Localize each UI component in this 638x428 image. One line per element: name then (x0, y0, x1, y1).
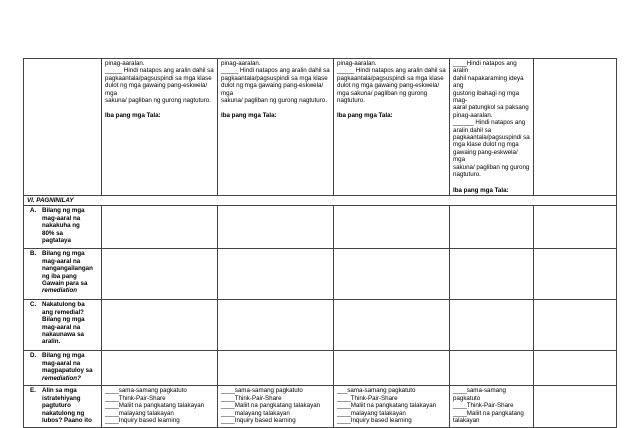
answer-cell[interactable] (534, 249, 617, 300)
item-line: nakatulong ng (42, 409, 85, 417)
answer-cell[interactable] (334, 300, 450, 351)
item-line: pagtataya (42, 236, 71, 244)
strategy-cell-day5[interactable] (534, 386, 617, 428)
strategy-option[interactable]: ____Maliit na pangkatang talakayan (105, 402, 205, 410)
cell-line: dulot ng mga gawaing pang-eskwela/ mga (221, 82, 325, 97)
notes-cell-day2 (218, 59, 334, 196)
strategy-cell-day3[interactable] (334, 386, 450, 428)
cell-line: gustong ibahagi ng mga mag- (453, 89, 521, 105)
item-line: Nakatulong ba (42, 301, 85, 309)
item-line: pagtuturo (42, 402, 71, 410)
item-line: Bilang ng mga (42, 352, 85, 360)
item-label-b (24, 249, 102, 300)
notes-cell-day1 (102, 59, 218, 196)
item-line: remediation? (42, 374, 81, 382)
strategy-option[interactable]: ____Think-Pair-Share (453, 402, 514, 410)
answer-cell[interactable] (102, 351, 218, 386)
table-row-item-b (24, 249, 617, 300)
item-line: mag-aaral na (42, 214, 81, 222)
strategy-option[interactable]: talakayan (453, 416, 480, 424)
table-row-item-e (24, 386, 617, 428)
cell-line: _____ Hindi natapos ang aralin dahil sa (337, 67, 446, 75)
cell-line: pinag-aaralan. (453, 111, 493, 119)
strategy-cell-day4[interactable] (450, 386, 534, 428)
cell-line: gawaing pang-eskwela/ mga (453, 148, 520, 164)
item-letter: D. (30, 352, 37, 360)
item-line: Alin sa mga (42, 387, 77, 395)
cell-line: pinag-aaralan. (105, 60, 145, 67)
item-line: 80% sa (42, 229, 63, 237)
strategy-option[interactable]: ____Think-Pair-Share (337, 394, 398, 402)
strategy-cell-day1[interactable] (102, 386, 218, 428)
notes-label: Iba pang mga Tala: (105, 112, 161, 120)
item-line: lubos? Paano ito (42, 416, 92, 424)
lesson-log-table (23, 58, 617, 428)
cell-line: pagkaantala/pagsuspindi sa mga klase (105, 74, 212, 82)
strategy-option[interactable]: ____Inquiry based learning (105, 416, 180, 424)
cell-line: dahil napakaraming ideya ang (453, 74, 526, 90)
strategy-option[interactable]: ____Maliit na pangkatang (453, 409, 524, 417)
notes-label: Iba pang mga Tala: (453, 186, 509, 194)
answer-cell[interactable] (102, 249, 218, 300)
cell-line: pinag-aaralan. (337, 60, 377, 67)
answer-cell[interactable] (450, 206, 534, 249)
cell-line: _____ Hindi natapos ang aralin dahil sa (221, 67, 330, 75)
strategy-option[interactable]: ___sama-samang pagkatuto (337, 387, 416, 395)
item-line: mag-aaral na (42, 257, 81, 265)
table-row-item-d (24, 351, 617, 386)
answer-cell[interactable] (334, 206, 450, 249)
cell-line: mga klase dulot ng mga (453, 141, 519, 149)
section-title: VI. PAGNINILAY (24, 195, 617, 205)
answer-cell[interactable] (334, 249, 450, 300)
cell-line: sakuna/ pagliban ng gurong (453, 163, 530, 171)
item-line: mag-aaral na (42, 323, 81, 331)
strategy-option[interactable]: ____Inquiry based learning (337, 416, 412, 424)
strategy-option[interactable]: ____sama-samang pagkatuto (105, 387, 187, 395)
cell-line: pagkaantala/pagsuspindi sa mga klase (221, 74, 328, 82)
answer-cell[interactable] (450, 249, 534, 300)
strategy-option[interactable]: ____sama-samang pagkatuto (221, 387, 303, 395)
item-line: remediation (42, 287, 78, 295)
cell-line: sakuna/ pagliban ng gurong nagtuturo. (221, 97, 327, 105)
notes-cell-day5 (534, 59, 617, 196)
item-line: nakaunawa sa (42, 330, 84, 338)
table-row-notes (24, 59, 617, 196)
answer-cell[interactable] (218, 249, 334, 300)
item-letter: E. (30, 387, 36, 395)
item-line: ng iba pang (42, 272, 77, 280)
strategy-option[interactable]: ____Inquiry based learning (221, 416, 296, 424)
cell-line: dulot ng mga gawaing pang-eskwela/ (337, 82, 440, 90)
strategy-option[interactable]: ____malayang talakayan (337, 409, 406, 417)
item-line: magpapatuloy sa (42, 367, 93, 375)
answer-cell[interactable] (334, 351, 450, 386)
answer-cell[interactable] (218, 300, 334, 351)
cell-line: ______ Hindi natapos ang (453, 119, 526, 127)
item-line: nangangailangan (42, 265, 93, 273)
row-label-empty (24, 59, 102, 196)
item-letter: B. (30, 250, 37, 258)
notes-cell-day3 (334, 59, 450, 196)
strategy-option[interactable]: pagkatuto (453, 394, 481, 402)
cell-line: ____Hindi natapos ang aralin (453, 60, 519, 75)
strategy-option[interactable]: ____Think-Pair-Share (105, 394, 166, 402)
table-row-item-c (24, 300, 617, 351)
answer-cell[interactable] (218, 206, 334, 249)
cell-line: nagtuturo. (453, 171, 481, 179)
answer-cell[interactable] (534, 300, 617, 351)
cell-line: pagkaantala/pagsuspindi sa (453, 134, 530, 142)
strategy-cell-day2[interactable] (218, 386, 334, 428)
lesson-log-sheet (23, 58, 616, 424)
cell-line: nagtuturo. (337, 97, 365, 105)
item-label-c (24, 300, 102, 351)
cell-line: aralin dahil sa (453, 126, 492, 134)
item-line: ang remedial? (42, 308, 84, 316)
item-label-a (24, 206, 102, 249)
item-line: nakakuha ng (42, 222, 80, 230)
cell-line: _____ Hindi natapos ang aralin dahil sa (105, 67, 214, 75)
table-row-item-a (24, 206, 617, 249)
notes-cell-day4 (450, 59, 534, 196)
notes-label: Iba pang mga Tala: (221, 112, 277, 120)
item-line: Gawain para sa (42, 279, 88, 287)
answer-cell[interactable] (534, 206, 617, 249)
cell-line: sakuna/ pagliban ng gurong nagtuturo. (105, 97, 211, 105)
item-label-e (24, 386, 102, 428)
table-row-section (24, 195, 617, 205)
strategy-option[interactable]: ____Think-Pair-Share (221, 394, 282, 402)
answer-cell[interactable] (102, 300, 218, 351)
answer-cell[interactable] (534, 351, 617, 386)
answer-cell[interactable] (218, 351, 334, 386)
item-line: istratehiyang (42, 394, 81, 402)
answer-cell[interactable] (102, 206, 218, 249)
item-line: Bilang ng mga (42, 250, 85, 258)
item-letter: A. (30, 207, 37, 215)
item-line: Bilang ng mga (42, 207, 85, 215)
strategy-option[interactable]: ____sama-samang (453, 387, 506, 395)
item-line: Bilang ng mga (42, 316, 85, 324)
item-label-d (24, 351, 102, 386)
item-line: mag-aaral na (42, 359, 81, 367)
strategy-option[interactable]: ____Maliit na pangkatang talakayan (337, 402, 437, 410)
answer-cell[interactable] (450, 351, 534, 386)
cell-line: pinag-aaralan. (221, 60, 261, 67)
item-letter: C. (30, 301, 37, 309)
cell-line: pagkaantala/pagsuspindi sa mga klase (337, 74, 444, 82)
item-line: aralin. (42, 338, 61, 346)
strategy-option[interactable]: ____malayang talakayan (105, 409, 174, 417)
notes-label: Iba pang mga Tala: (337, 112, 393, 120)
cell-line: dulot ng mga gawaing pang-eskwela/ mga (105, 82, 209, 97)
answer-cell[interactable] (450, 300, 534, 351)
cell-line: mga sakuna/ pagliban ng gurong (337, 89, 428, 97)
cell-line: aaral patungkol sa paksang (453, 104, 529, 112)
strategy-option[interactable]: ____Maliit na pangkatang talakayan (221, 402, 321, 410)
strategy-option[interactable]: ____malayang talakayan (221, 409, 290, 417)
